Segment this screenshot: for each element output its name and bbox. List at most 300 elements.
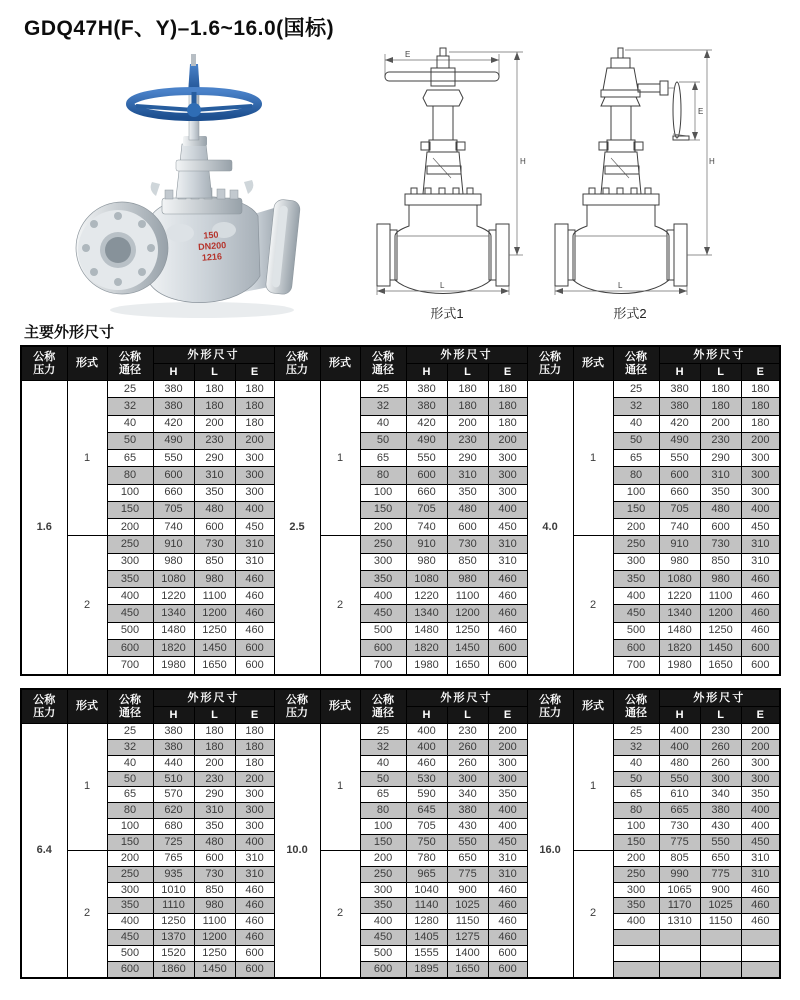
form-header: 形式 (67, 346, 107, 381)
dim-h-cell: 1480 (406, 622, 447, 639)
dim-l-cell: 1200 (194, 605, 235, 622)
dim-l-cell: 290 (194, 787, 235, 803)
dn-cell: 500 (360, 622, 406, 639)
dimensions-table-band-2 (20, 688, 780, 979)
dn-cell: 25 (360, 381, 406, 398)
dim-h-cell: 680 (153, 819, 194, 835)
dim-e-cell: 200 (235, 771, 274, 787)
dim-h-cell (659, 961, 700, 978)
dn-cell: 300 (107, 882, 153, 898)
dim-h-cell: 380 (406, 381, 447, 398)
dn-cell: 100 (107, 484, 153, 501)
dim-e-cell: 460 (235, 930, 274, 946)
table-row (21, 724, 780, 740)
dim-h-cell: 380 (659, 398, 700, 415)
dim-l-cell: 350 (447, 484, 488, 501)
dim-l-label: L (440, 281, 445, 290)
dn-cell: 32 (360, 398, 406, 415)
table-row (21, 415, 780, 432)
table-row (21, 450, 780, 467)
dims-header: 外形尺寸 (406, 346, 527, 364)
dim-e-cell: 310 (741, 866, 780, 882)
table-row (21, 914, 780, 930)
dim-e-cell: 310 (741, 850, 780, 866)
dn-cell: 40 (360, 755, 406, 771)
dn-cell: 600 (107, 639, 153, 656)
dim-e-cell: 310 (741, 536, 780, 553)
dim-l-cell: 1650 (447, 961, 488, 978)
table-row (21, 588, 780, 605)
dim-e-cell: 460 (741, 882, 780, 898)
dim-e-cell: 300 (235, 467, 274, 484)
table-row (21, 835, 780, 851)
table-row (21, 536, 780, 553)
dn-cell: 200 (613, 519, 659, 536)
dim-l-cell: 1200 (194, 930, 235, 946)
dim-e-cell: 310 (488, 536, 527, 553)
pressure-value: 10.0 (274, 724, 320, 979)
dn-cell: 700 (360, 657, 406, 675)
dim-l-cell: 200 (194, 755, 235, 771)
dim-h-cell: 980 (406, 553, 447, 570)
dim-e-cell: 400 (488, 501, 527, 518)
pressure-value: 16.0 (527, 724, 573, 979)
dn-cell: 350 (360, 898, 406, 914)
dims-header: 外形尺寸 (153, 689, 274, 707)
dimension-table (20, 345, 781, 676)
handwheel (130, 54, 258, 117)
dim-col-header: L (194, 707, 235, 724)
dim-e-cell: 200 (741, 432, 780, 449)
dim-e-cell: 450 (741, 835, 780, 851)
dim-l-cell (700, 930, 741, 946)
dim-h-cell: 1250 (153, 914, 194, 930)
dim-l-cell: 980 (194, 570, 235, 587)
dim-h-cell: 1340 (153, 605, 194, 622)
dim-h-cell: 1080 (406, 570, 447, 587)
dim-e-cell: 600 (488, 946, 527, 962)
dim-e-cell: 310 (488, 866, 527, 882)
dn-cell: 500 (360, 946, 406, 962)
dim-h-cell: 380 (406, 398, 447, 415)
table-row (21, 622, 780, 639)
dim-h-cell: 1340 (406, 605, 447, 622)
dim-e-cell: 460 (235, 622, 274, 639)
form2-caption: 形式2 (613, 306, 647, 321)
dim-e-cell: 310 (235, 850, 274, 866)
dim-e-cell: 460 (488, 588, 527, 605)
dn-cell: 600 (107, 961, 153, 978)
dim-h-cell: 1220 (406, 588, 447, 605)
dim-e-cell: 600 (235, 657, 274, 675)
dim-e-cell: 600 (741, 639, 780, 656)
dim-l-cell: 380 (447, 803, 488, 819)
marking-line-2: DN200 (197, 240, 227, 252)
form-value: 1 (573, 724, 613, 851)
dn-cell: 450 (360, 605, 406, 622)
dim-e-cell: 300 (488, 771, 527, 787)
dn-cell: 50 (360, 771, 406, 787)
bonnet-yoke (599, 106, 643, 194)
dn-cell: 65 (360, 787, 406, 803)
dim-e-cell: 180 (741, 415, 780, 432)
dn-cell: 150 (613, 501, 659, 518)
dn-cell: 25 (107, 381, 153, 398)
dn-cell: 150 (107, 835, 153, 851)
table-row (21, 771, 780, 787)
dim-l-cell: 430 (700, 819, 741, 835)
dim-h-cell: 910 (153, 536, 194, 553)
dn-cell: 400 (107, 588, 153, 605)
dn-cell: 200 (360, 519, 406, 536)
marking-line-3: 1216 (201, 251, 223, 263)
dim-l-cell: 480 (700, 501, 741, 518)
table-row (21, 639, 780, 656)
dim-h-cell: 1980 (659, 657, 700, 675)
dim-col-header: L (447, 364, 488, 381)
dim-h-cell: 380 (153, 739, 194, 755)
dim-l-cell: 180 (194, 739, 235, 755)
marking-line-1: 150 (203, 229, 219, 241)
dim-e-cell: 460 (741, 622, 780, 639)
dim-l-cell: 600 (447, 519, 488, 536)
dim-e-cell: 600 (741, 657, 780, 675)
dn-cell: 65 (107, 450, 153, 467)
dim-l-cell: 230 (700, 432, 741, 449)
dn-cell: 50 (107, 432, 153, 449)
dim-l-cell: 1250 (194, 622, 235, 639)
dim-e-cell: 400 (741, 803, 780, 819)
dim-e-cell: 400 (235, 501, 274, 518)
dim-e-cell: 300 (741, 755, 780, 771)
table-row (21, 882, 780, 898)
dim-l-cell: 290 (447, 450, 488, 467)
dim-col-header: L (447, 707, 488, 724)
dim-h-cell: 530 (406, 771, 447, 787)
dim-l-cell: 480 (194, 835, 235, 851)
dn-cell: 100 (107, 819, 153, 835)
dn-cell: 250 (360, 866, 406, 882)
dim-h-cell: 750 (406, 835, 447, 851)
dim-h-cell: 400 (406, 724, 447, 740)
dim-e-cell: 300 (741, 771, 780, 787)
dim-col-header: E (741, 364, 780, 381)
dim-e-cell: 180 (235, 398, 274, 415)
dim-e-cell (741, 946, 780, 962)
dim-h-cell: 620 (153, 803, 194, 819)
dim-h-cell (659, 930, 700, 946)
dim-col-header: H (153, 707, 194, 724)
dim-l-cell: 775 (447, 866, 488, 882)
dim-e-cell: 180 (235, 755, 274, 771)
dim-e-cell: 460 (235, 570, 274, 587)
dn-cell: 450 (360, 930, 406, 946)
dim-e-cell: 180 (235, 739, 274, 755)
dim-e-cell: 460 (488, 570, 527, 587)
dim-l-cell: 730 (447, 536, 488, 553)
dim-e-cell: 450 (488, 519, 527, 536)
dim-e-cell: 600 (235, 639, 274, 656)
dim-l-cell: 200 (700, 415, 741, 432)
dim-h-cell: 510 (153, 771, 194, 787)
dim-col-header: E (235, 707, 274, 724)
dim-e-cell: 300 (741, 467, 780, 484)
dimension-e (679, 82, 703, 140)
dim-h-cell: 965 (406, 866, 447, 882)
dim-e-cell: 310 (235, 866, 274, 882)
dn-cell: 200 (107, 850, 153, 866)
dn-cell: 500 (107, 622, 153, 639)
dim-l-cell (700, 961, 741, 978)
actuator (601, 48, 640, 106)
dim-e-cell: 300 (235, 450, 274, 467)
dim-l-cell: 340 (447, 787, 488, 803)
table-row (21, 605, 780, 622)
dn-cell: 32 (107, 739, 153, 755)
dn-cell: 250 (107, 536, 153, 553)
dim-l-cell: 980 (194, 898, 235, 914)
dim-h-cell: 490 (153, 432, 194, 449)
dn-cell: 50 (107, 771, 153, 787)
dn-cell: 500 (613, 622, 659, 639)
dim-l-cell: 1025 (447, 898, 488, 914)
dn-header: 公称 通径 (107, 689, 153, 724)
dim-l-cell: 380 (700, 803, 741, 819)
dim-col-header: E (741, 707, 780, 724)
dim-l-cell: 310 (447, 467, 488, 484)
dim-h-cell: 380 (659, 381, 700, 398)
dn-cell: 500 (107, 946, 153, 962)
dn-cell: 450 (107, 605, 153, 622)
dim-e-cell: 300 (235, 819, 274, 835)
dim-h-cell: 380 (153, 398, 194, 415)
dim-h-cell: 550 (153, 450, 194, 467)
dim-l-cell: 290 (700, 450, 741, 467)
dim-l-cell: 430 (447, 819, 488, 835)
dim-e-cell: 310 (235, 536, 274, 553)
dim-l-cell: 300 (700, 771, 741, 787)
form-header: 形式 (573, 689, 613, 724)
table-row (21, 803, 780, 819)
dim-l-cell: 900 (700, 882, 741, 898)
dim-e-cell: 450 (488, 835, 527, 851)
dim-e-cell: 350 (741, 787, 780, 803)
form-value: 2 (67, 850, 107, 978)
dim-h-cell: 1520 (153, 946, 194, 962)
dim-e-cell: 180 (741, 381, 780, 398)
dim-l-cell: 180 (194, 381, 235, 398)
dim-h-cell: 705 (153, 501, 194, 518)
dim-l-cell: 180 (194, 398, 235, 415)
dim-h-cell: 665 (659, 803, 700, 819)
page-title: GDQ47H(F、Y)–1.6~16.0(国标) (24, 17, 335, 40)
dim-e-cell: 200 (741, 739, 780, 755)
dn-cell: 80 (360, 803, 406, 819)
dn-cell: 100 (613, 484, 659, 501)
dim-e-cell: 300 (741, 484, 780, 501)
dim-h-cell: 740 (153, 519, 194, 536)
table-row (21, 432, 780, 449)
dim-l-cell: 340 (700, 787, 741, 803)
dn-cell: 400 (107, 914, 153, 930)
dim-h-cell: 1820 (406, 639, 447, 656)
dim-e-cell: 460 (488, 898, 527, 914)
form-value: 1 (67, 381, 107, 536)
dim-l-cell: 260 (447, 739, 488, 755)
section-heading: 主要外形尺寸 (24, 324, 115, 341)
dn-cell: 350 (107, 898, 153, 914)
table-row (21, 946, 780, 962)
dim-h-cell: 1140 (406, 898, 447, 914)
dim-e-cell: 400 (488, 803, 527, 819)
dn-cell: 350 (360, 570, 406, 587)
dim-l-cell: 1450 (194, 639, 235, 656)
dim-l-cell: 230 (447, 724, 488, 740)
dim-h-cell: 490 (406, 432, 447, 449)
dn-cell: 100 (360, 484, 406, 501)
dim-h-cell: 980 (659, 553, 700, 570)
dim-h-cell: 420 (406, 415, 447, 432)
dn-cell: 32 (107, 398, 153, 415)
dim-col-header: E (488, 707, 527, 724)
dim-h-cell: 570 (153, 787, 194, 803)
dim-h-cell: 740 (659, 519, 700, 536)
dim-e-cell: 310 (488, 553, 527, 570)
form-value: 1 (67, 724, 107, 851)
pressure-header: 公称 压力 (274, 346, 320, 381)
dim-e-cell: 400 (488, 819, 527, 835)
dim-h-cell: 1480 (153, 622, 194, 639)
dim-e-cell: 460 (741, 605, 780, 622)
dim-col-header: L (194, 364, 235, 381)
dn-cell: 300 (107, 553, 153, 570)
dn-cell: 300 (360, 553, 406, 570)
dim-l-cell: 1650 (700, 657, 741, 675)
dim-l-cell: 1250 (700, 622, 741, 639)
dim-h-cell: 740 (406, 519, 447, 536)
table-row (21, 787, 780, 803)
dn-cell: 25 (613, 381, 659, 398)
dim-l-cell: 980 (447, 570, 488, 587)
dim-l-cell: 230 (447, 432, 488, 449)
dim-l-cell: 350 (194, 819, 235, 835)
dn-cell: 400 (360, 588, 406, 605)
form-value: 1 (320, 381, 360, 536)
dim-e-cell: 300 (488, 467, 527, 484)
form-header: 形式 (573, 346, 613, 381)
dim-e-cell: 600 (235, 961, 274, 978)
dimensions-table-band-1 (20, 345, 780, 676)
dim-h-cell: 610 (659, 787, 700, 803)
dim-e-cell: 350 (488, 787, 527, 803)
dim-e-cell: 300 (488, 755, 527, 771)
dim-l-cell: 180 (700, 381, 741, 398)
pressure-header: 公称 压力 (21, 689, 67, 724)
dn-cell: 400 (360, 914, 406, 930)
dim-l-cell: 1100 (194, 588, 235, 605)
dim-l-cell: 550 (447, 835, 488, 851)
dim-l-cell: 730 (194, 866, 235, 882)
dim-l-cell: 260 (700, 739, 741, 755)
table-row (21, 501, 780, 518)
dn-cell: 200 (360, 850, 406, 866)
dim-e-cell: 600 (488, 639, 527, 656)
dn-cell: 350 (613, 898, 659, 914)
dim-h-cell: 1370 (153, 930, 194, 946)
dim-h-cell: 460 (406, 755, 447, 771)
dim-e-cell: 300 (488, 484, 527, 501)
dim-h-cell: 600 (406, 467, 447, 484)
dim-l-cell: 1650 (194, 657, 235, 675)
pressure-header: 公称 压力 (21, 346, 67, 381)
dn-cell: 150 (360, 501, 406, 518)
form-value: 2 (573, 850, 613, 978)
dim-h-cell: 600 (153, 467, 194, 484)
dim-h-cell: 705 (406, 819, 447, 835)
table-row (21, 484, 780, 501)
dim-e-cell: 300 (235, 803, 274, 819)
dim-h-cell: 550 (659, 450, 700, 467)
dn-cell: 150 (360, 835, 406, 851)
dim-l-cell: 850 (194, 553, 235, 570)
valve-body (555, 188, 687, 294)
dim-l-cell: 230 (194, 432, 235, 449)
dn-cell: 80 (107, 467, 153, 484)
dim-e-cell: 450 (741, 519, 780, 536)
table-row (21, 755, 780, 771)
dn-cell: 25 (360, 724, 406, 740)
dn-cell: 32 (613, 398, 659, 415)
pressure-header: 公称 压力 (274, 689, 320, 724)
dim-l-cell: 1450 (447, 639, 488, 656)
dim-l-cell: 1150 (700, 914, 741, 930)
dim-e-cell: 180 (741, 398, 780, 415)
dims-header: 外形尺寸 (659, 689, 780, 707)
dim-l-cell: 850 (447, 553, 488, 570)
table-row (21, 553, 780, 570)
dn-cell: 80 (360, 467, 406, 484)
dim-e-cell: 460 (488, 622, 527, 639)
dim-e-cell: 600 (488, 657, 527, 675)
dn-cell: 400 (613, 588, 659, 605)
dim-h-cell: 935 (153, 866, 194, 882)
dim-e-cell: 460 (741, 914, 780, 930)
dim-e-cell: 180 (488, 381, 527, 398)
valve-photo-image (52, 48, 342, 326)
pressure-header: 公称 压力 (527, 689, 573, 724)
table-row (21, 866, 780, 882)
dim-l-cell: 200 (447, 415, 488, 432)
dim-h-cell: 730 (659, 819, 700, 835)
dim-l-cell: 730 (194, 536, 235, 553)
dim-l-cell: 1100 (700, 588, 741, 605)
dim-h-cell: 590 (406, 787, 447, 803)
dim-e-cell: 460 (235, 605, 274, 622)
dim-h-cell: 1980 (153, 657, 194, 675)
dim-l-cell: 550 (700, 835, 741, 851)
dim-l-label: L (618, 281, 623, 290)
dim-e-cell: 600 (235, 946, 274, 962)
dim-e-cell: 460 (741, 898, 780, 914)
dim-h-label: H (709, 157, 715, 166)
dim-e-cell: 460 (488, 930, 527, 946)
dim-l-cell: 900 (447, 882, 488, 898)
dim-l-cell (700, 946, 741, 962)
dim-h-cell: 1860 (153, 961, 194, 978)
dim-e-cell: 200 (488, 739, 527, 755)
valve-photo (52, 48, 342, 331)
dn-cell: 600 (360, 961, 406, 978)
